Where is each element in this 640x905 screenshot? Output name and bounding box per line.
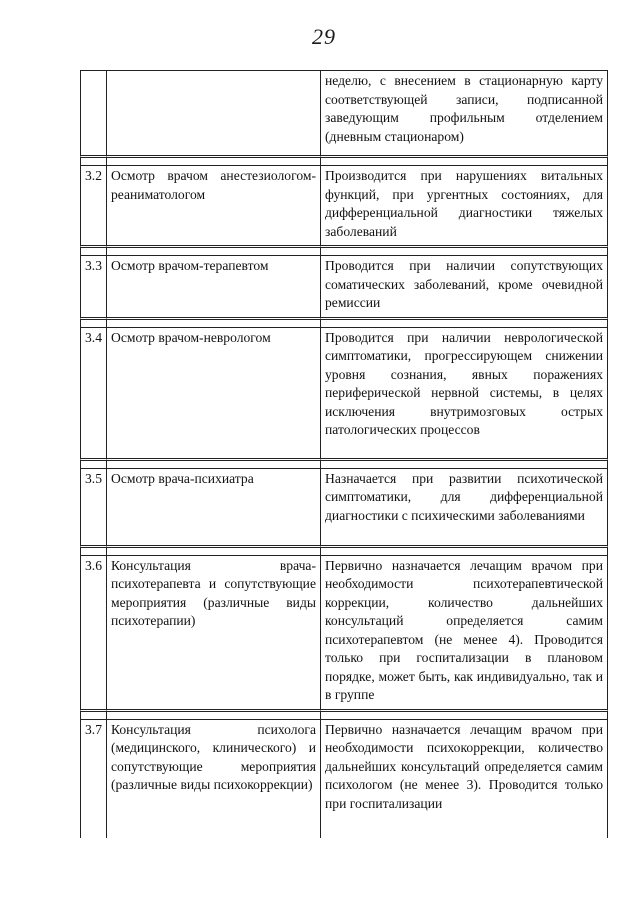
procedure-description: Проводится при наличии неврологической симптоматики, прогрессирующем снижении уровня сознания, явных поражениях периферической нервной системы, в целях исключения внутримозговых острых патологических процессов: [320, 327, 608, 458]
row-number: 3.3: [80, 255, 106, 317]
row-separator: [80, 709, 608, 719]
row-number: 3.6: [80, 555, 106, 709]
table-row: [80, 555, 608, 709]
row-number: 3.2: [80, 165, 106, 245]
table-row: [80, 165, 608, 245]
procedure-name: [106, 70, 320, 155]
procedure-name: Осмотр врачом-терапевтом: [106, 255, 320, 317]
procedure-description: Назначается при развитии психотической симптоматики, для дифференциальной диагностики с психическими заболеваниями: [320, 468, 608, 545]
table-row: [80, 255, 608, 317]
row-separator: [80, 245, 608, 255]
page-number: 29: [312, 24, 336, 49]
row-separator: [80, 458, 608, 468]
table-row: [80, 719, 608, 838]
row-number: 3.5: [80, 468, 106, 545]
procedure-description: Производится при нарушениях витальных функций, при ургентных состояниях, для дифференциальной диагностики тяжелых заболеваний: [320, 165, 608, 245]
procedure-description: Проводится при наличии сопутствующих соматических заболеваний, кроме очевидной ремиссии: [320, 255, 608, 317]
table-row: [80, 70, 608, 155]
row-number: 3.7: [80, 719, 106, 838]
procedure-name: Консультация психолога (медицинского, клинического) и сопутствующие мероприятия (различные виды психокоррекции): [106, 719, 320, 838]
procedure-name: Осмотр врачом анестезиологом-реаниматологом: [106, 165, 320, 245]
procedure-description: Первично назначается лечащим врачом при необходимости психокоррекции, количество дальнейших консультаций определяется самим психологом (не менее 3). Проводится только при госпитализации: [320, 719, 608, 838]
procedure-name: Осмотр врачом-неврологом: [106, 327, 320, 458]
row-separator: [80, 155, 608, 165]
row-separator: [80, 545, 608, 555]
table-row: [80, 468, 608, 545]
procedure-description: Первично назначается лечащим врачом при необходимости психотерапевтической коррекции, количество дальнейших консультаций определяется самим психотерапевтом (не менее 4). Проводится только при госпитализации в плановом порядке, может быть, как индивидуально, так и в группе: [320, 555, 608, 709]
procedure-name: Консультация врача-психотерапевта и сопутствующие мероприятия (различные виды психотерапии): [106, 555, 320, 709]
procedures-table: [80, 70, 608, 838]
procedure-name: Осмотр врача-психиатра: [106, 468, 320, 545]
row-number: [80, 70, 106, 155]
procedure-description: неделю, с внесением в стационарную карту соответствующей записи, подписанной заведующим профильным отделением (дневным стационаром): [320, 70, 608, 155]
table-row: [80, 327, 608, 458]
row-number: 3.4: [80, 327, 106, 458]
row-separator: [80, 317, 608, 327]
